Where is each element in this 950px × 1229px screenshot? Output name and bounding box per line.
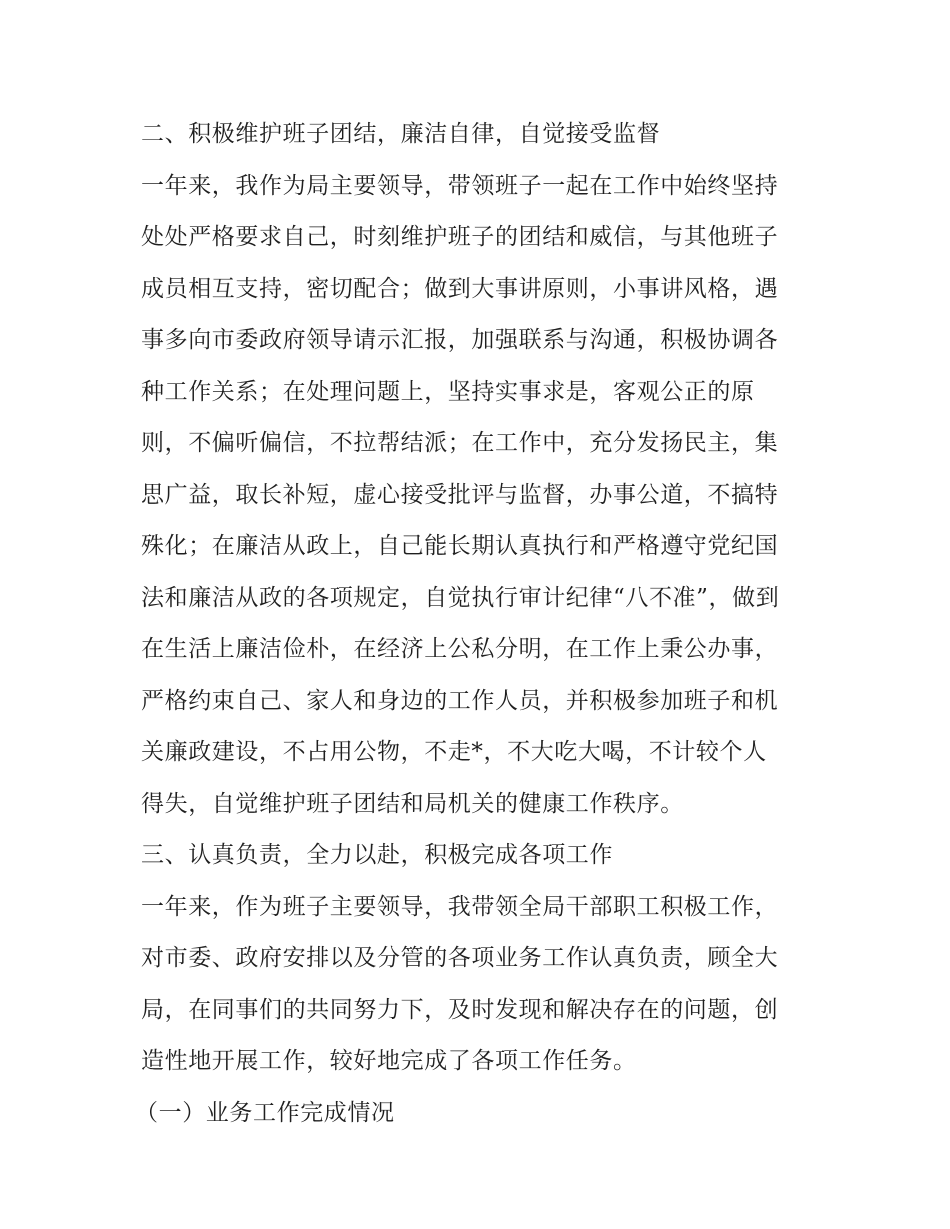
paragraph-line: 成员相互支持，密切配合；做到大事讲原则，小事讲风格，遇 <box>141 275 779 302</box>
paragraph-line: 法和廉洁从政的各项规定，自觉执行审计纪律“八不准”，做到 <box>141 584 780 611</box>
paragraph-line: 造性地开展工作，较好地完成了各项工作任务。 <box>141 1048 637 1074</box>
paragraph-line: 事多向市委政府领导请示汇报，加强联系与沟通，积极协调各 <box>141 327 779 353</box>
subsection-heading: （一）业务工作完成情况 <box>135 1099 395 1126</box>
paragraph-line: 关廉政建设，不占用公物，不走*，不大吃大喝，不计较个人 <box>141 739 767 765</box>
paragraph-line: 思广益，取长补短，虚心接受批评与监督，办事公道，不搞特 <box>141 481 779 508</box>
paragraph-line: 得失，自觉维护班子团结和局机关的健康工作秩序。 <box>141 790 684 817</box>
section-heading-3: 三、认真负责，全力以赴，积极完成各项工作 <box>141 842 613 868</box>
document-body <box>135 109 831 1139</box>
paragraph-line: 严格约束自己、家人和身边的工作人员，并积极参加班子和机 <box>141 687 779 714</box>
paragraph-line: 一年来，我作为局主要领导，带领班子一起在工作中始终坚持 <box>141 172 779 199</box>
paragraph-line: 殊化；在廉洁从政上，自己能长期认真执行和严格遵守党纪国 <box>141 533 779 559</box>
paragraph-line: 则，不偏听偏信，不拉帮结派；在工作中，充分发扬民主，集 <box>141 430 779 456</box>
paragraph-line: 在生活上廉洁俭朴，在经济上公私分明，在工作上秉公办事， <box>141 636 779 662</box>
paragraph-line: 处处严格要求自己，时刻维护班子的团结和威信，与其他班子 <box>141 224 779 250</box>
paragraph-line: 局，在同事们的共同努力下，及时发现和解决存在的问题，创 <box>141 996 779 1023</box>
paragraph-line: 一年来，作为班子主要领导，我带领全局干部职工积极工作， <box>141 893 779 920</box>
paragraph-line: 对市委、政府安排以及分管的各项业务工作认真负责，顾全大 <box>141 945 779 971</box>
section-heading-2: 二、积极维护班子团结，廉洁自律，自觉接受监督 <box>141 121 661 147</box>
paragraph-line: 种工作关系；在处理问题上，坚持实事求是，客观公正的原 <box>141 378 755 405</box>
